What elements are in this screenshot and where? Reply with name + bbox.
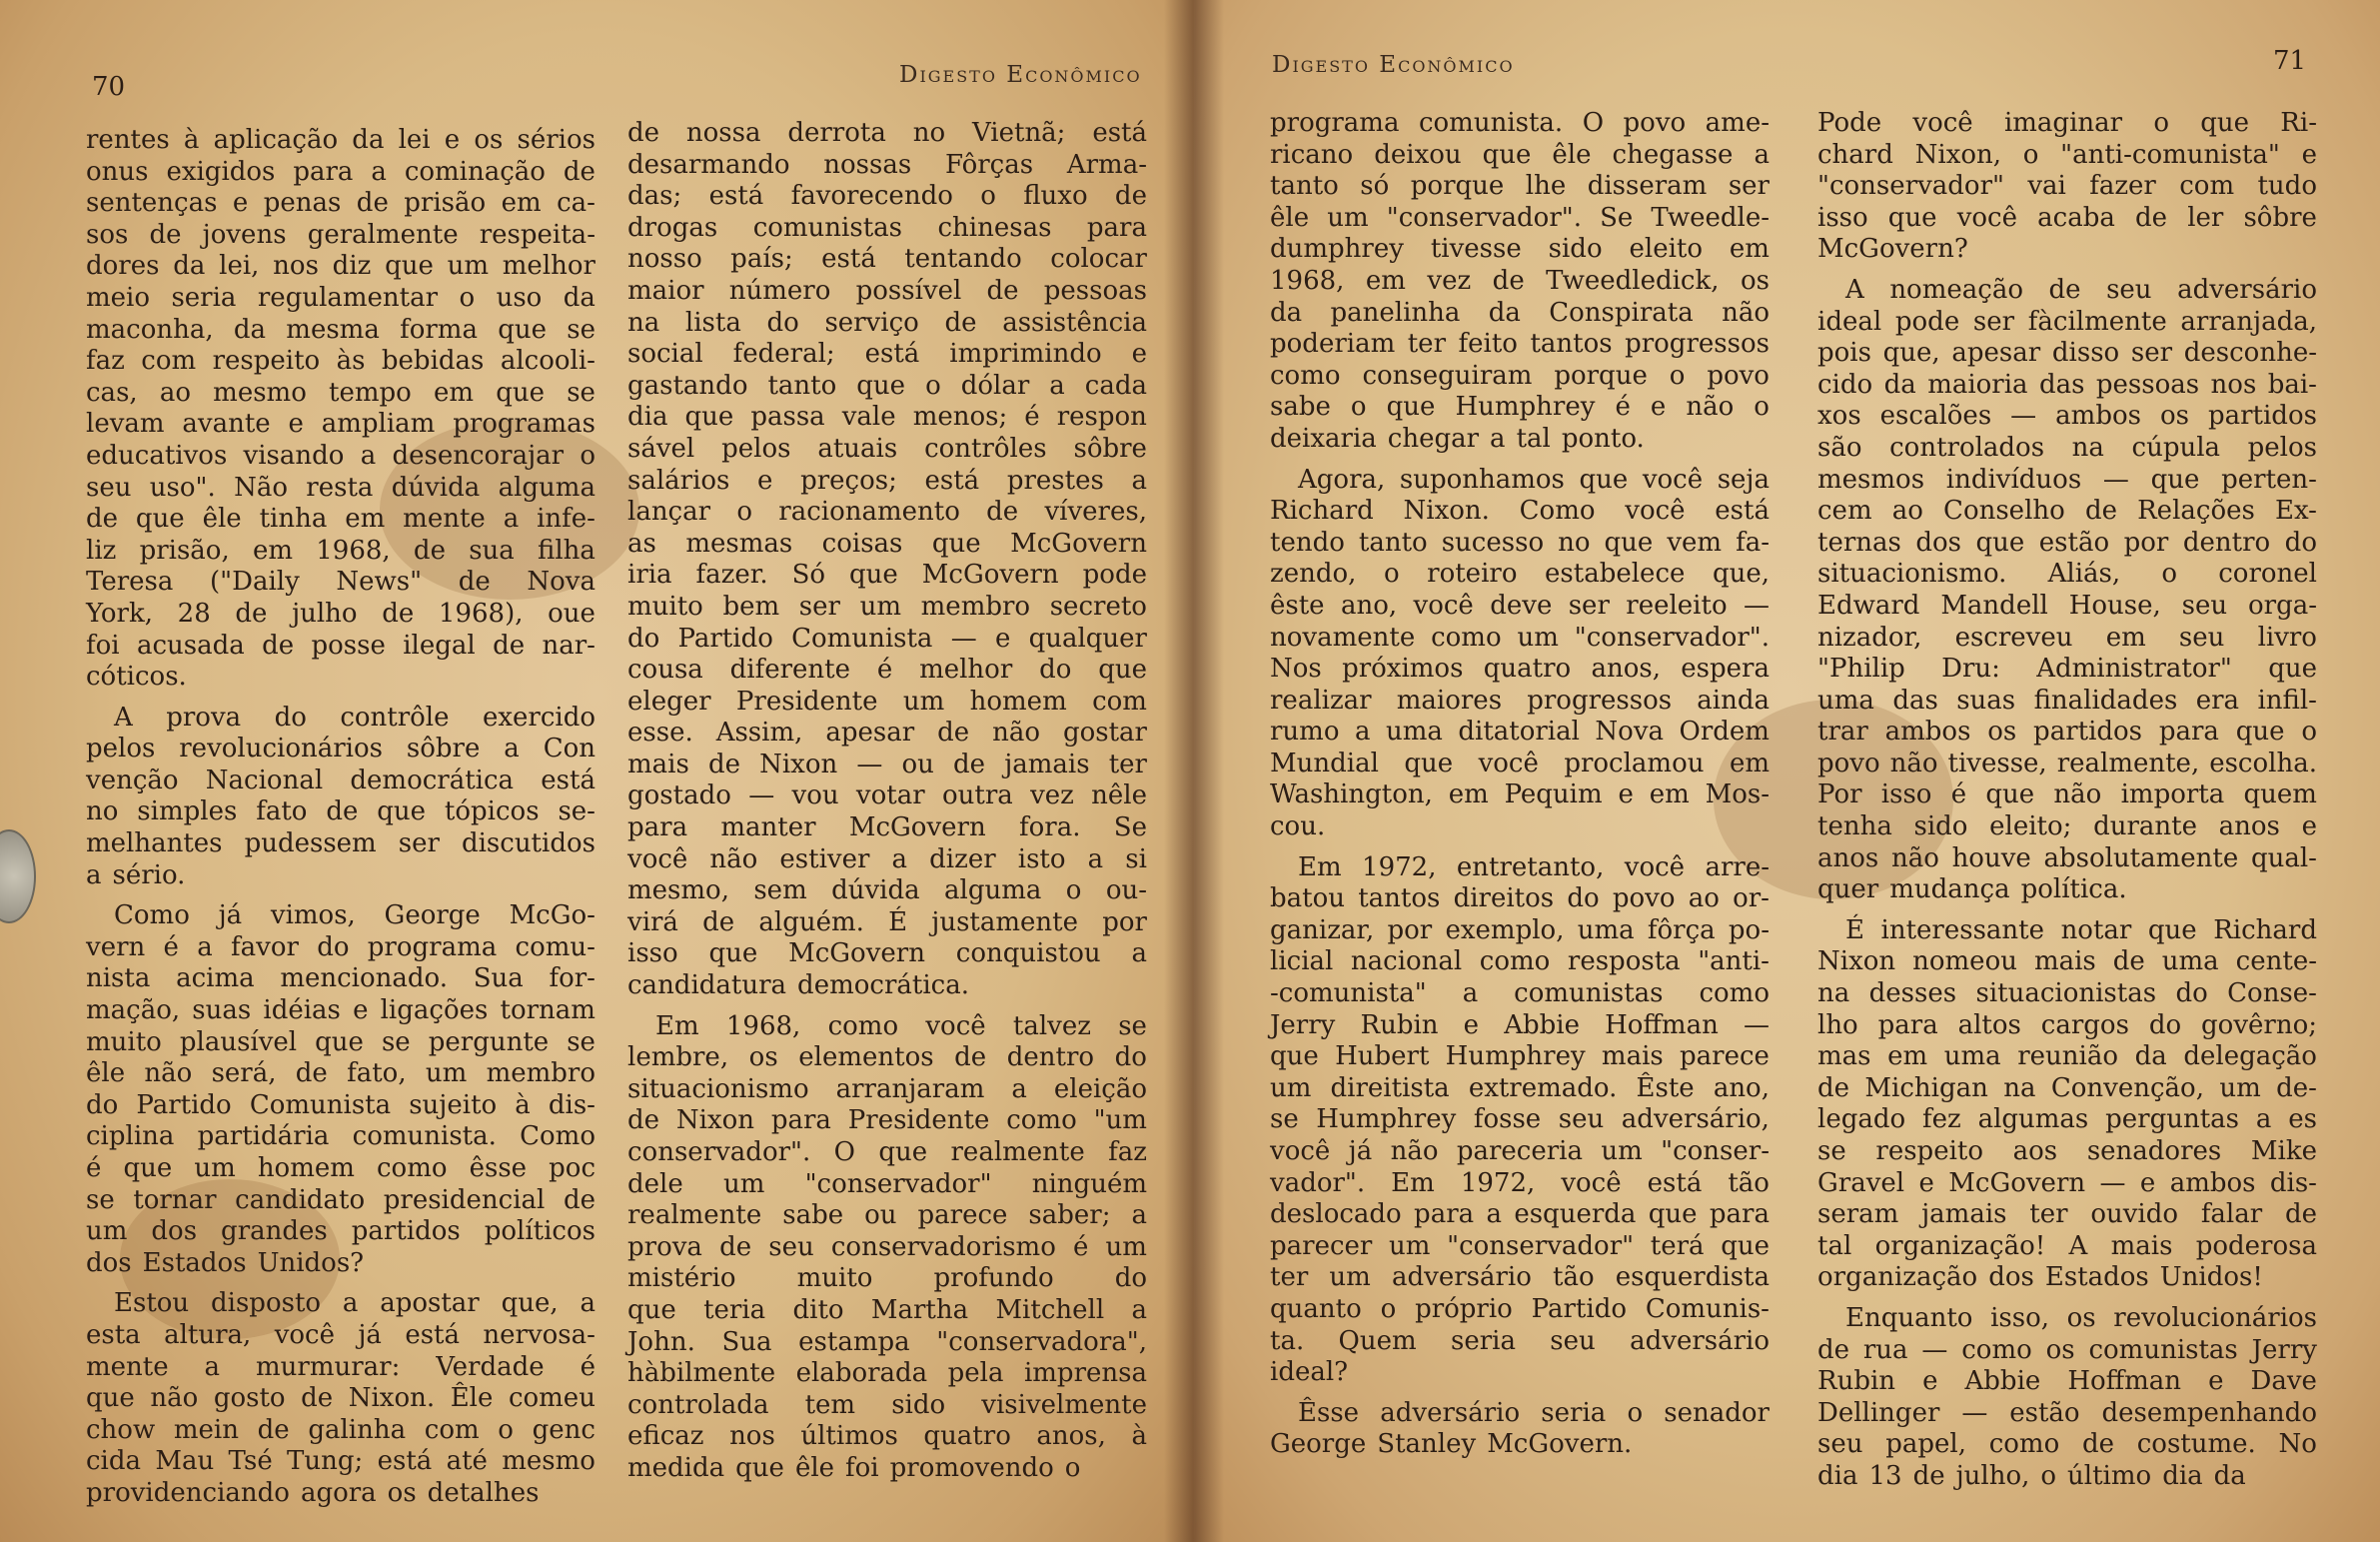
- text-line: é que um homem como êsse poc: [86, 1153, 595, 1183]
- text-line: A nomeação de seu adversário: [1845, 274, 2317, 305]
- text-line: medida que êle foi promovendo o: [627, 1452, 1081, 1483]
- text-line: mação, suas idéias e ligações tornam: [86, 995, 595, 1026]
- text-line: das; está favorecendo o fluxo de: [627, 181, 1147, 212]
- text-line: do Partido Comunista sujeito à dis-: [86, 1089, 595, 1120]
- running-header: Digesto Econômico: [899, 62, 1142, 88]
- text-line: George Stanley McGovern.: [1270, 1429, 1633, 1460]
- text-line: maconha, da mesma forma que se: [86, 314, 595, 345]
- text-line: de rua — como os comunistas Jerry: [1817, 1334, 2317, 1365]
- text-line: batou tantos direitos do povo ao or-: [1270, 883, 1770, 914]
- text-line: que não gosto de Nixon. Êle comeu: [86, 1383, 595, 1414]
- text-line: você não estiver a dizer isto a si: [627, 843, 1147, 874]
- book-gutter: [1164, 0, 1224, 1542]
- text-line: hàbilmente elaborada pela imprensa: [627, 1358, 1147, 1389]
- text-line: -comunista" a comunistas como: [1270, 978, 1770, 1009]
- text-line: êste ano, você deve ser reeleito —: [1270, 590, 1770, 621]
- text-line: social federal; está imprimindo e: [627, 339, 1147, 370]
- text-line: Nixon nomeou mais de uma cente-: [1817, 946, 2317, 977]
- text-line: na lista do serviço de assistência: [627, 307, 1147, 338]
- text-line: cem ao Conselho de Relações Ex-: [1817, 496, 2317, 527]
- text-line: tendo tanto sucesso no que vem fa-: [1270, 527, 1770, 558]
- text-line: de que êle tinha em mente a infe-: [86, 504, 595, 535]
- text-line: cou.: [1270, 811, 1326, 842]
- text-line: mistério muito profundo do: [627, 1263, 1147, 1294]
- text-line: esta altura, você já está nervosa-: [86, 1319, 595, 1350]
- text-line: candidatura democrática.: [627, 970, 969, 1001]
- text-line: cousa diferente é melhor do que: [627, 655, 1147, 686]
- text-line: lançar o racionamento de víveres,: [627, 497, 1147, 528]
- text-line: esse. Assim, apesar de não gostar: [627, 718, 1147, 749]
- text-line: mesmo, sem dúvida alguma o ou-: [627, 875, 1147, 906]
- text-line: virá de alguém. É justamente por: [627, 906, 1147, 937]
- text-line: tal organização! A mais poderosa: [1817, 1230, 2317, 1261]
- text-line: tenha sido eleito; durante anos e: [1817, 811, 2317, 842]
- text-line: que teria dito Martha Mitchell a: [627, 1294, 1147, 1325]
- text-line: John. Sua estampa "conservadora",: [627, 1326, 1147, 1357]
- text-line: ganizar, por exemplo, uma fôrça po-: [1270, 914, 1770, 945]
- text-line: realizar maiores progressos ainda: [1270, 685, 1770, 716]
- text-line: melhantes pudessem ser discutidos: [86, 828, 595, 859]
- text-line: um direitista extremado. Êste ano,: [1270, 1072, 1770, 1103]
- text-line: são controlados na cúpula pelos: [1817, 432, 2317, 463]
- text-line: dumphrey tivesse sido eleito em: [1270, 234, 1770, 265]
- text-line: muito plausível que se pergunte se: [86, 1026, 595, 1057]
- text-line: anos não houve absolutamente qual-: [1817, 842, 2317, 873]
- text-line: dia que passa vale menos; é respon: [627, 402, 1147, 433]
- text-line: lembre, os elementos de dentro do: [627, 1042, 1147, 1073]
- text-line: chow mein de galinha com o genc: [86, 1414, 595, 1445]
- text-line: sabe o que Humphrey é e não o: [1270, 392, 1770, 423]
- text-line: ideal pode ser fàcilmente arranjada,: [1817, 306, 2317, 337]
- text-line: gastando tanto que o dólar a cada: [627, 370, 1147, 401]
- text-line: um dos grandes partidos políticos: [86, 1216, 595, 1247]
- text-line: muito bem ser um membro secreto: [627, 591, 1147, 622]
- text-line: nizador, escreveu em seu livro: [1817, 622, 2317, 653]
- text-line: faz com respeito às bebidas alcooli-: [86, 346, 595, 377]
- text-line: ricano deixou que êle chegasse a: [1270, 139, 1770, 170]
- text-line: liz prisão, em 1968, de sua filha: [86, 535, 595, 566]
- text-line: onus exigidos para a cominação de: [86, 156, 595, 187]
- text-line: trar ambos os partidos para que o: [1817, 717, 2317, 748]
- text-line: ta. Quem seria seu adversário: [1270, 1325, 1770, 1356]
- text-line: iria fazer. Só que McGovern pode: [627, 560, 1147, 591]
- text-line: quer mudança política.: [1817, 874, 2127, 905]
- text-line: Agora, suponhamos que você seja: [1298, 464, 1770, 495]
- text-line: situacionismo. Aliás, o coronel: [1817, 559, 2317, 590]
- text-column: [1817, 108, 2317, 1493]
- text-line: cas, ao mesmo tempo em que se: [86, 377, 595, 408]
- text-line: dores da lei, nos diz que um melhor: [86, 251, 595, 282]
- text-line: Nos próximos quatro anos, espera: [1270, 654, 1770, 685]
- text-line: Em 1972, entretanto, você arre-: [1298, 851, 1770, 882]
- text-line: mente a murmurar: Verdade é: [86, 1351, 595, 1382]
- text-line: ter um adversário tão esquerdista: [1270, 1262, 1770, 1293]
- text-line: educativos visando a desencorajar o: [86, 440, 595, 471]
- text-line: pelos revolucionários sôbre a Con: [86, 734, 595, 765]
- text-line: levam avante e ampliam programas: [86, 409, 595, 440]
- text-line: eficaz nos últimos quatro anos, à: [627, 1421, 1147, 1452]
- text-line: ideal?: [1270, 1357, 1349, 1388]
- page-number: 71: [2273, 46, 2307, 76]
- text-line: isso que McGovern conquistou a: [627, 938, 1147, 969]
- text-line: que Hubert Humphrey mais parece: [1270, 1041, 1770, 1072]
- text-line: conservador". O que realmente faz: [627, 1137, 1147, 1167]
- coin-image: [0, 829, 36, 923]
- right-page: [1194, 0, 2380, 1542]
- text-line: legado fez algumas perguntas a es: [1817, 1104, 2317, 1135]
- text-line: dele um "conservador" ninguém: [627, 1168, 1147, 1199]
- text-line: tanto só porque lhe disseram ser: [1270, 171, 1770, 202]
- text-line: realmente sabe ou parece saber; a: [627, 1200, 1147, 1231]
- text-line: nista acima mencionado. Sua for-: [86, 963, 595, 994]
- text-line: Por isso é que não importa quem: [1817, 779, 2317, 810]
- running-header: Digesto Econômico: [1272, 52, 1515, 78]
- text-line: parecer um "conservador" terá que: [1270, 1230, 1770, 1261]
- text-line: quanto o próprio Partido Comunis-: [1270, 1293, 1770, 1324]
- text-line: Estou disposto a apostar que, a: [114, 1288, 595, 1319]
- text-line: "Philip Dru: Administrator" que: [1817, 654, 2317, 685]
- text-line: a sério.: [86, 859, 186, 890]
- text-line: Dellinger — estão desempenhando: [1817, 1397, 2317, 1428]
- text-line: deixaria chegar a tal ponto.: [1270, 423, 1645, 454]
- text-line: você já não pareceria um "conser-: [1270, 1136, 1770, 1166]
- text-line: cido da maioria das pessoas nos bai-: [1817, 369, 2317, 400]
- text-line: de Nixon para Presidente como "um: [627, 1105, 1147, 1136]
- text-line: êle um "conservador". Se Tweedle-: [1270, 202, 1770, 233]
- text-line: zendo, o roteiro estabelece que,: [1270, 559, 1770, 590]
- text-line: se tornar candidato presidencial de: [86, 1184, 595, 1215]
- text-line: uma das suas finalidades era infil-: [1817, 685, 2317, 716]
- text-line: Richard Nixon. Como você está: [1270, 496, 1770, 527]
- text-line: se respeito aos senadores Mike: [1817, 1136, 2317, 1166]
- text-line: seu papel, como de costume. No: [1817, 1429, 2317, 1460]
- text-line: pois que, apesar disso ser desconhe-: [1817, 338, 2317, 369]
- text-line: mais de Nixon — ou de jamais ter: [627, 749, 1147, 779]
- text-line: rumo a uma ditatorial Nova Ordem: [1270, 717, 1770, 748]
- text-line: chard Nixon, o "anti-comunista" e: [1817, 139, 2317, 170]
- text-line: êle não será, de fato, um membro: [86, 1058, 595, 1089]
- text-line: povo não tivesse, realmente, escolha.: [1817, 748, 2317, 778]
- text-line: do Partido Comunista — e qualquer: [627, 623, 1147, 654]
- text-line: licial nacional como resposta "anti-: [1270, 946, 1770, 977]
- text-line: desarmando nossas Fôrças Arma-: [627, 149, 1147, 180]
- text-line: situacionismo arranjaram a eleição: [627, 1073, 1147, 1104]
- text-line: 1968, em vez de Tweedledick, os: [1270, 265, 1770, 296]
- text-line: mas em uma reunião da delegação: [1817, 1041, 2317, 1072]
- text-line: as mesmas coisas que McGovern: [627, 528, 1147, 559]
- text-line: cida Mau Tsé Tung; está até mesmo: [86, 1446, 595, 1477]
- text-line: cóticos.: [86, 662, 187, 693]
- text-line: vern é a favor do programa comu-: [86, 931, 595, 962]
- text-line: A prova do contrôle exercido: [114, 702, 595, 733]
- text-column: [1270, 108, 1770, 1461]
- text-line: vador". Em 1972, você está tão: [1270, 1167, 1770, 1198]
- text-line: no simples fato de que tópicos se-: [86, 796, 595, 827]
- text-line: Êsse adversário seria o senador: [1298, 1397, 1770, 1428]
- text-line: mesmos indivíduos — que perten-: [1817, 464, 2317, 495]
- text-line: salários e preços; está prestes a: [627, 465, 1147, 496]
- text-line: para manter McGovern fora. Se: [627, 812, 1147, 843]
- text-line: na desses situacionistas do Conse-: [1817, 978, 2317, 1009]
- text-line: rentes à aplicação da lei e os sérios: [86, 125, 595, 155]
- text-line: deslocado para a esquerda que para: [1270, 1199, 1770, 1230]
- text-line: como conseguiram porque o povo: [1270, 360, 1770, 391]
- text-line: sos de jovens geralmente respeita-: [86, 219, 595, 250]
- text-line: dia 13 de julho, o último dia da: [1817, 1460, 2246, 1491]
- text-line: seu uso". Não resta dúvida alguma: [86, 472, 595, 503]
- text-line: York, 28 de julho de 1968), oue: [86, 598, 595, 629]
- text-line: prova de seu conservadorismo é um: [627, 1231, 1147, 1262]
- text-line: ternas dos que estão por dentro do: [1817, 527, 2317, 558]
- text-line: Jerry Rubin e Abbie Hoffman —: [1270, 1009, 1770, 1040]
- text-line: xos escalões — ambos os partidos: [1817, 401, 2317, 432]
- text-line: da panelinha da Conspirata não: [1270, 297, 1770, 328]
- text-line: Edward Mandell House, seu orga-: [1817, 590, 2317, 621]
- text-line: de Michigan na Convenção, um de-: [1817, 1072, 2317, 1103]
- text-line: Mundial que você proclamou em: [1270, 748, 1770, 778]
- text-line: programa comunista. O povo ame-: [1270, 108, 1770, 138]
- text-line: Washington, em Pequim e em Mos-: [1270, 779, 1770, 810]
- text-line: Rubin e Abbie Hoffman e Dave: [1817, 1366, 2317, 1397]
- text-line: sentenças e penas de prisão em ca-: [86, 188, 595, 219]
- text-line: Em 1968, como você talvez se: [655, 1010, 1147, 1041]
- text-line: foi acusada de posse ilegal de nar-: [86, 630, 595, 661]
- text-line: poderiam ter feito tantos progressos: [1270, 329, 1770, 360]
- text-line: ciplina partidária comunista. Como: [86, 1121, 595, 1152]
- text-line: providenciando agora os detalhes: [86, 1477, 540, 1508]
- text-line: sável pelos atuais contrôles sôbre: [627, 433, 1147, 464]
- text-line: É interessante notar que Richard: [1845, 914, 2317, 945]
- text-line: meio seria regulamentar o uso da: [86, 282, 595, 313]
- text-line: venção Nacional democrática está: [86, 765, 595, 795]
- text-line: novamente como um "conservador".: [1270, 622, 1770, 653]
- text-line: Pode você imaginar o que Ri-: [1817, 108, 2317, 138]
- page-number: 70: [92, 72, 126, 102]
- text-line: lho para altos cargos do govêrno;: [1817, 1009, 2317, 1040]
- text-column: [627, 118, 1147, 1485]
- text-line: controlada tem sido visivelmente: [627, 1389, 1147, 1420]
- text-line: nosso país; está tentando colocar: [627, 244, 1147, 275]
- text-line: gostado — vou votar outra vez nêle: [627, 780, 1147, 811]
- text-column: [86, 125, 595, 1510]
- text-line: seram jamais ter ouvido falar de: [1817, 1199, 2317, 1230]
- text-line: isso que você acaba de ler sôbre: [1817, 202, 2317, 233]
- text-line: McGovern?: [1817, 234, 1968, 265]
- text-line: Teresa ("Daily News" de Nova: [86, 567, 595, 598]
- text-line: se Humphrey fosse seu adversário,: [1270, 1104, 1770, 1135]
- text-line: organização dos Estados Unidos!: [1817, 1262, 2263, 1293]
- text-line: maior número possível de pessoas: [627, 275, 1147, 306]
- text-line: "conservador" vai fazer com tudo: [1817, 171, 2317, 202]
- text-line: dos Estados Unidos?: [86, 1247, 365, 1278]
- text-line: drogas comunistas chinesas para: [627, 212, 1147, 243]
- text-line: de nossa derrota no Vietnã; está: [627, 118, 1147, 148]
- text-line: Gravel e McGovern — e ambos dis-: [1817, 1167, 2317, 1198]
- text-line: Como já vimos, George McGo-: [114, 900, 595, 931]
- text-line: eleger Presidente um homem com: [627, 686, 1147, 717]
- text-line: Enquanto isso, os revolucionários: [1845, 1302, 2317, 1333]
